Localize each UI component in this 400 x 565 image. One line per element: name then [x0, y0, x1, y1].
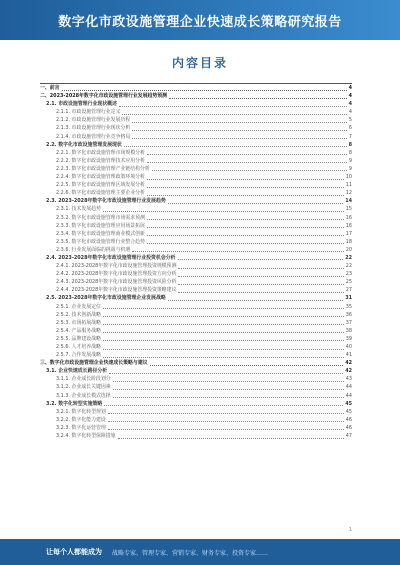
toc-entry[interactable]	[40, 294, 352, 302]
toc-dot-leader	[132, 121, 347, 123]
toc-entry[interactable]	[40, 432, 352, 440]
toc-entry-label: 2.1. 市政设施管理行业现状概述	[46, 101, 117, 108]
toc-entry-page: 38	[345, 327, 352, 334]
toc-entry[interactable]	[40, 246, 352, 254]
toc-entry-label: 3.1.1. 企业成长阶段划分	[56, 376, 111, 383]
toc-entry-label: 2.3.2. 数字化市政设施管理市场需求预测	[56, 214, 145, 221]
toc-dot-leader	[152, 169, 347, 171]
toc-entry-page: 41	[345, 352, 352, 359]
toc-entry-label: 2.2.6. 数字化市政设施管理主要企业分析	[56, 190, 145, 197]
toc-entry[interactable]	[40, 375, 352, 383]
toc-entry[interactable]	[40, 100, 352, 108]
toc-dot-leader	[178, 275, 343, 277]
toc-entry[interactable]	[40, 359, 352, 367]
toc-entry-page: 15	[345, 206, 352, 213]
toc-dot-leader	[103, 356, 344, 358]
toc-entry-page: 8	[348, 141, 352, 148]
toc-entry[interactable]	[40, 367, 352, 375]
toc-entry[interactable]	[40, 335, 352, 343]
toc-entry-label: 2.2.4. 数字化市政设施管理政策环境分析	[56, 174, 145, 181]
toc-entry[interactable]	[40, 351, 352, 359]
toc-entry-label: 3.2.2. 数字化能力建设	[56, 416, 106, 423]
toc-entry-page: 46	[345, 424, 352, 431]
toc-entry[interactable]	[40, 327, 352, 335]
toc-dot-leader	[104, 404, 343, 406]
toc-entry-page: 4	[348, 85, 352, 91]
toc-entry-label: 2.2.5. 数字化市政设施管理区域发展分析	[56, 182, 145, 189]
toc-entry-page: 8	[348, 149, 352, 156]
toc-entry-label: 2.3.3. 数字化市政设施管理应用场景拓展	[56, 222, 145, 229]
toc-dot-leader	[103, 339, 344, 341]
toc-entry-label: 2.4. 2023-2028年数字化市政设施管理行业投资机会分析	[46, 254, 176, 261]
toc-dot-leader	[108, 420, 344, 422]
toc-entry[interactable]	[40, 238, 352, 246]
toc-dot-leader	[168, 202, 343, 204]
toc-entry-page: 35	[345, 303, 352, 310]
toc-dot-leader	[108, 412, 344, 414]
toc-entry-label: 2.5.1. 企业发展定位	[56, 303, 101, 310]
toc-dot-leader	[122, 113, 346, 115]
toc-entry-page: 6	[348, 125, 352, 132]
toc-entry[interactable]	[40, 278, 352, 286]
toc-dot-leader	[103, 315, 344, 317]
toc-entry[interactable]	[40, 116, 352, 124]
toc-entry-label: 2.1.3. 市政设施管理行业现状分析	[56, 125, 131, 132]
toc-entry[interactable]	[40, 303, 352, 311]
footer-banner	[0, 539, 400, 565]
toc-dot-leader	[150, 364, 344, 366]
toc-entry-page: 9	[348, 157, 352, 164]
toc-dot-leader	[178, 258, 344, 260]
toc-entry[interactable]	[40, 286, 352, 294]
toc-entry-label: 2.5.5. 品牌建设战略	[56, 335, 101, 342]
toc-title: 内容目录	[171, 56, 228, 70]
toc-entry-label: 2.5.4. 产品服务战略	[56, 327, 101, 334]
toc-entry[interactable]	[40, 124, 352, 132]
toc-entry-label: 2.5.2. 技术创新战略	[56, 311, 101, 318]
toc-entry-label: 2.4.2. 2023-2028年数字化市政设施管理投资方向分析	[56, 271, 177, 278]
toc-entry-page: 42	[345, 368, 352, 375]
toc-entry-page: 14	[345, 198, 352, 205]
toc-entry-page: 4	[348, 109, 352, 116]
toc-entry-label: 2.5. 2023-2028年数字化市政设施管理企业发展战略	[46, 295, 166, 302]
toc-entry[interactable]	[40, 157, 352, 165]
footer-brand: 让每个人都能成为	[46, 548, 102, 556]
toc-entry[interactable]	[40, 133, 352, 141]
toc-dot-leader	[168, 299, 343, 301]
toc-dot-leader	[62, 89, 347, 91]
toc-entry-page: 31	[345, 295, 352, 302]
toc-dot-leader	[103, 331, 344, 333]
toc-entry-page: 17	[345, 230, 352, 237]
toc-entry-label: 2.3.5. 数字化市政设施管理行业整合趋势	[56, 238, 145, 245]
toc-dot-leader	[147, 161, 347, 163]
toc-entry[interactable]	[40, 197, 352, 205]
toc-entry-page: 23	[345, 271, 352, 278]
toc-entry-label: 2.3.6. 行业发展面临的挑战与机遇	[56, 246, 131, 253]
toc-entry-label: 3.1.2. 企业成长关键因素	[56, 384, 111, 391]
toc-dot-leader	[147, 178, 344, 180]
toc-entry[interactable]	[40, 408, 352, 416]
toc-dot-leader	[103, 210, 344, 212]
toc-dot-leader	[147, 242, 344, 244]
toc-entry-page: 27	[345, 287, 352, 294]
toc-entry[interactable]	[40, 319, 352, 327]
toc-entry[interactable]	[40, 189, 352, 197]
footer-slogan: 战略专家、管理专家、营销专家、财务专家、投资专家……	[112, 549, 269, 557]
toc-entry-label: 3.1. 企业快速成长路径分析	[46, 368, 108, 375]
toc-entry[interactable]	[40, 141, 352, 149]
header-banner	[0, 0, 400, 40]
toc-entry-page: 16	[345, 214, 352, 221]
toc-dot-leader	[103, 307, 344, 309]
toc-dot-leader	[119, 105, 347, 107]
toc-entry[interactable]	[40, 230, 352, 238]
toc-entry-label: 2.2.2. 数字化市政设施管理技术应用分析	[56, 157, 145, 164]
toc-entry-page: 45	[345, 408, 352, 415]
toc-entry-label: 2.5.7. 合作发展战略	[56, 352, 101, 359]
toc-entry-page: 43	[345, 376, 352, 383]
toc-entry[interactable]	[40, 400, 352, 408]
toc-entry-label: 2.5.3. 市场拓展战略	[56, 319, 101, 326]
table-of-contents	[40, 84, 352, 440]
toc-dot-leader	[147, 234, 344, 236]
toc-dot-leader	[147, 186, 344, 188]
toc-entry-page: 4	[348, 101, 352, 108]
toc-dot-leader	[147, 153, 347, 155]
toc-entry-page: 5	[348, 117, 352, 124]
toc-entry-label: 3.2.1. 数字化转型规划	[56, 408, 106, 415]
toc-dot-leader	[147, 194, 344, 196]
toc-entry[interactable]	[40, 84, 352, 92]
toc-entry[interactable]	[40, 262, 352, 270]
toc-entry[interactable]	[40, 254, 352, 262]
toc-dot-leader	[147, 218, 344, 220]
toc-entry-page: 47	[345, 433, 352, 440]
toc-dot-leader	[118, 437, 344, 439]
page-number: 1	[348, 527, 352, 533]
toc-entry[interactable]	[40, 383, 352, 391]
toc-dot-leader	[124, 145, 347, 147]
toc-entry[interactable]	[40, 108, 352, 116]
toc-dot-leader	[147, 226, 344, 228]
toc-dot-leader	[109, 372, 343, 374]
toc-entry-page: 37	[345, 319, 352, 326]
toc-entry-page: 45	[345, 400, 352, 407]
toc-entry[interactable]	[40, 343, 352, 351]
toc-dot-leader	[113, 396, 344, 398]
toc-dot-leader	[113, 388, 344, 390]
toc-entry-label: 2.3.4. 数字化市政设施管理商业模式创新	[56, 230, 145, 237]
toc-entry-page: 18	[345, 238, 352, 245]
toc-entry[interactable]	[40, 424, 352, 432]
toc-entry-page: 16	[345, 222, 352, 229]
toc-dot-leader	[169, 97, 347, 99]
toc-dot-leader	[178, 283, 343, 285]
toc-entry[interactable]	[40, 311, 352, 319]
toc-entry-page: 36	[345, 311, 352, 318]
toc-entry-page: 40	[345, 344, 352, 350]
toc-entry-label: 三、数字化市政设施管理企业快速成长策略与建议	[40, 360, 148, 367]
toc-entry[interactable]	[40, 416, 352, 424]
toc-entry-label: 3.2. 数字化转型实施策略	[46, 400, 103, 407]
toc-entry[interactable]	[40, 173, 352, 181]
toc-entry-label: 2.1.1. 市政设施管理行业定义	[56, 109, 121, 116]
toc-entry[interactable]	[40, 222, 352, 230]
toc-dot-leader	[103, 323, 344, 325]
toc-entry-label: 3.2.3. 数字化运营管理	[56, 424, 106, 431]
toc-entry-page: 25	[345, 279, 352, 286]
toc-entry-page: 22	[345, 263, 352, 270]
report-title: 数字化市政设施管理企业快速成长策略研究报告	[58, 14, 342, 30]
toc-dot-leader	[178, 291, 343, 293]
toc-entry-label: 二、2023-2028年数字化市政设施管理行业发展趋势预测	[40, 93, 168, 100]
toc-entry-label: 一、前言	[40, 85, 60, 91]
toc-dot-leader	[132, 250, 344, 252]
toc-entry[interactable]	[40, 181, 352, 189]
toc-entry-page: 12	[345, 190, 352, 197]
toc-entry-label: 2.1.2. 市政设施管理行业发展历程	[56, 117, 131, 124]
toc-entry-label: 2.5.6. 人才培养战略	[56, 344, 101, 350]
toc-entry-page: 46	[345, 416, 352, 423]
toc-entry-page: 42	[345, 360, 352, 367]
toc-entry-page: 7	[348, 133, 352, 140]
toc-dot-leader	[132, 129, 347, 131]
toc-dot-leader	[178, 267, 343, 269]
toc-entry-label: 2.2. 数字化市政设施管理发展现状	[46, 141, 122, 148]
toc-entry[interactable]	[40, 392, 352, 400]
toc-entry-label: 2.2.1. 数字化市政设施管理市场规模分析	[56, 149, 145, 156]
toc-entry-page: 44	[345, 384, 352, 391]
toc-entry-page: 20	[345, 246, 352, 253]
toc-entry[interactable]	[40, 214, 352, 222]
toc-entry-page: 9	[348, 165, 352, 172]
toc-entry[interactable]	[40, 205, 352, 213]
toc-dot-leader	[108, 428, 344, 430]
toc-entry-label: 2.1.4. 市政设施管理行业竞争格局	[56, 133, 131, 140]
toc-entry[interactable]	[40, 270, 352, 278]
toc-entry-page: 22	[345, 254, 352, 261]
toc-dot-leader	[103, 348, 344, 350]
toc-entry-label: 2.4.1. 2023-2028年数字化市政设施管理投资规模预测	[56, 263, 177, 270]
toc-dot-leader	[132, 137, 347, 139]
toc-entry-page: 11	[345, 182, 352, 189]
toc-dot-leader	[113, 380, 344, 382]
toc-entry-page: 44	[345, 392, 352, 399]
toc-entry[interactable]	[40, 149, 352, 157]
toc-entry-page: 4	[348, 93, 352, 100]
toc-entry-label: 2.4.3. 2023-2028年数字化市政设施管理投资风险分析	[56, 279, 177, 286]
toc-entry-page: 10	[345, 174, 352, 181]
toc-entry-label: 3.2.4. 数字化转型保障措施	[56, 433, 116, 440]
toc-entry-label: 3.1.3. 企业成长模式选择	[56, 392, 111, 399]
toc-entry[interactable]	[40, 165, 352, 173]
toc-entry-label: 2.3.1. 技术发展趋势	[56, 206, 101, 213]
toc-entry-page: 39	[345, 335, 352, 342]
toc-entry-label: 2.4.4. 2023-2028年数字化市政设施管理投资策略建议	[56, 287, 177, 294]
toc-entry-label: 2.3. 2023-2028年数字化市政设施管理行业发展趋势	[46, 198, 166, 205]
toc-entry-label: 2.2.3. 数字化市政设施管理产业链结构分析	[56, 165, 150, 172]
toc-entry[interactable]	[40, 92, 352, 100]
